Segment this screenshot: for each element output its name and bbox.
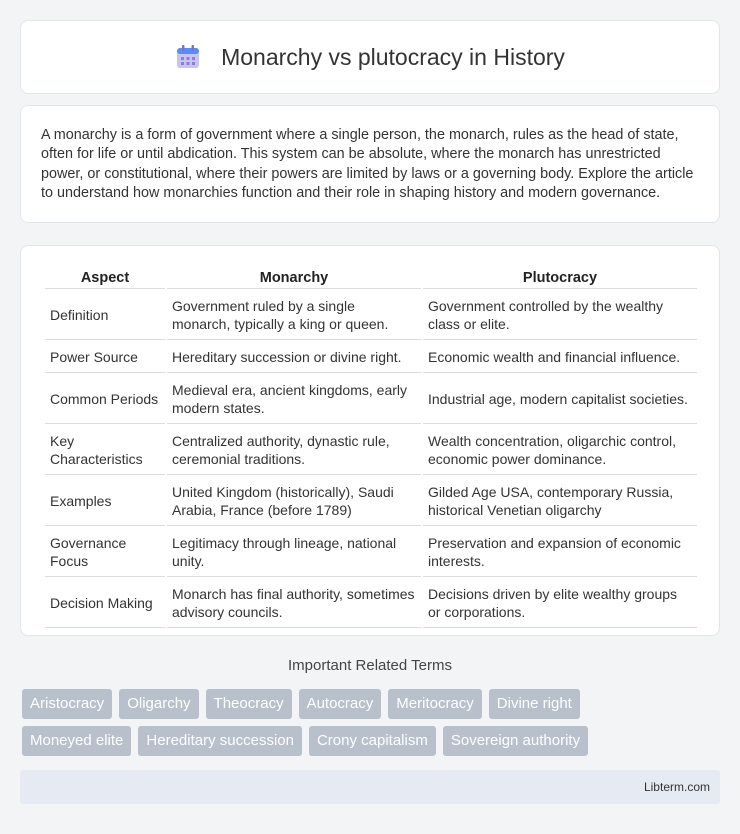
header-plutocracy: Plutocracy bbox=[423, 266, 697, 289]
tag-autocracy[interactable]: Autocracy bbox=[299, 689, 382, 719]
cell-aspect: Governance Focus bbox=[45, 528, 165, 577]
cell-plutocracy: Gilded Age USA, contemporary Russia, historical Venetian oligarchy bbox=[423, 477, 697, 526]
cell-monarchy: Medieval era, ancient kingdoms, early modern states. bbox=[167, 375, 421, 424]
cell-aspect: Examples bbox=[45, 477, 165, 526]
cell-monarchy: Legitimacy through lineage, national unity. bbox=[167, 528, 421, 577]
cell-monarchy: United Kingdom (historically), Saudi Arabia, France (before 1789) bbox=[167, 477, 421, 526]
tag-moneyed-elite[interactable]: Moneyed elite bbox=[22, 726, 131, 756]
table-row bbox=[45, 579, 697, 628]
table-row bbox=[45, 477, 697, 526]
cell-aspect: Common Periods bbox=[45, 375, 165, 424]
comparison-table bbox=[43, 264, 699, 630]
cell-monarchy: Centralized authority, dynastic rule, ceremonial traditions. bbox=[167, 426, 421, 475]
tag-aristocracy[interactable]: Aristocracy bbox=[22, 689, 112, 719]
tag-divine-right[interactable]: Divine right bbox=[489, 689, 580, 719]
header-monarchy: Monarchy bbox=[167, 266, 421, 289]
comparison-table-card bbox=[20, 245, 720, 636]
page-title: Monarchy vs plutocracy in History bbox=[221, 43, 565, 70]
cell-plutocracy: Industrial age, modern capitalist societies. bbox=[423, 375, 697, 424]
table-row bbox=[45, 291, 697, 340]
footer-site-link[interactable]: Libterm.com bbox=[643, 780, 710, 794]
calendar-icon bbox=[175, 44, 201, 70]
tag-theocracy[interactable]: Theocracy bbox=[206, 689, 292, 719]
intro-card bbox=[20, 105, 720, 223]
intro-text: A monarchy is a form of government where a single person, the monarch, rules as the head of state, often for life or until abdication. This system can be absolute, where the monarch has unrestricted power, or constitutional, where their powers are limited by laws or a governing body. Explore the article to understand how monarchies function and their role in shaping history and modern governance. bbox=[41, 127, 694, 202]
tag-oligarchy[interactable]: Oligarchy bbox=[119, 689, 198, 719]
cell-plutocracy: Decisions driven by elite wealthy groups or corporations. bbox=[423, 579, 697, 628]
table-row bbox=[45, 528, 697, 577]
cell-aspect: Key Characteristics bbox=[45, 426, 165, 475]
cell-aspect: Power Source bbox=[45, 342, 165, 373]
table-header-row bbox=[45, 266, 697, 289]
table-row bbox=[45, 342, 697, 373]
cell-plutocracy: Wealth concentration, oligarchic control, economic power dominance. bbox=[423, 426, 697, 475]
title-card bbox=[20, 20, 720, 94]
related-terms-tags bbox=[22, 689, 722, 763]
tag-row bbox=[22, 689, 722, 719]
cell-monarchy: Monarch has final authority, sometimes advisory councils. bbox=[167, 579, 421, 628]
tag-hereditary-succession[interactable]: Hereditary succession bbox=[138, 726, 302, 756]
table-row bbox=[45, 375, 697, 424]
tag-crony-capitalism[interactable]: Crony capitalism bbox=[309, 726, 436, 756]
cell-aspect: Decision Making bbox=[45, 579, 165, 628]
footer bbox=[20, 770, 720, 804]
table-row bbox=[45, 426, 697, 475]
cell-plutocracy: Government controlled by the wealthy class or elite. bbox=[423, 291, 697, 340]
cell-aspect: Definition bbox=[45, 291, 165, 340]
tag-sovereign-authority[interactable]: Sovereign authority bbox=[443, 726, 588, 756]
tag-meritocracy[interactable]: Meritocracy bbox=[388, 689, 482, 719]
header-aspect: Aspect bbox=[45, 266, 165, 289]
cell-plutocracy: Economic wealth and financial influence. bbox=[423, 342, 697, 373]
cell-plutocracy: Preservation and expansion of economic interests. bbox=[423, 528, 697, 577]
cell-monarchy: Government ruled by a single monarch, typically a king or queen. bbox=[167, 291, 421, 340]
cell-monarchy: Hereditary succession or divine right. bbox=[167, 342, 421, 373]
tag-row bbox=[22, 726, 722, 756]
related-terms-title: Important Related Terms bbox=[288, 657, 452, 674]
